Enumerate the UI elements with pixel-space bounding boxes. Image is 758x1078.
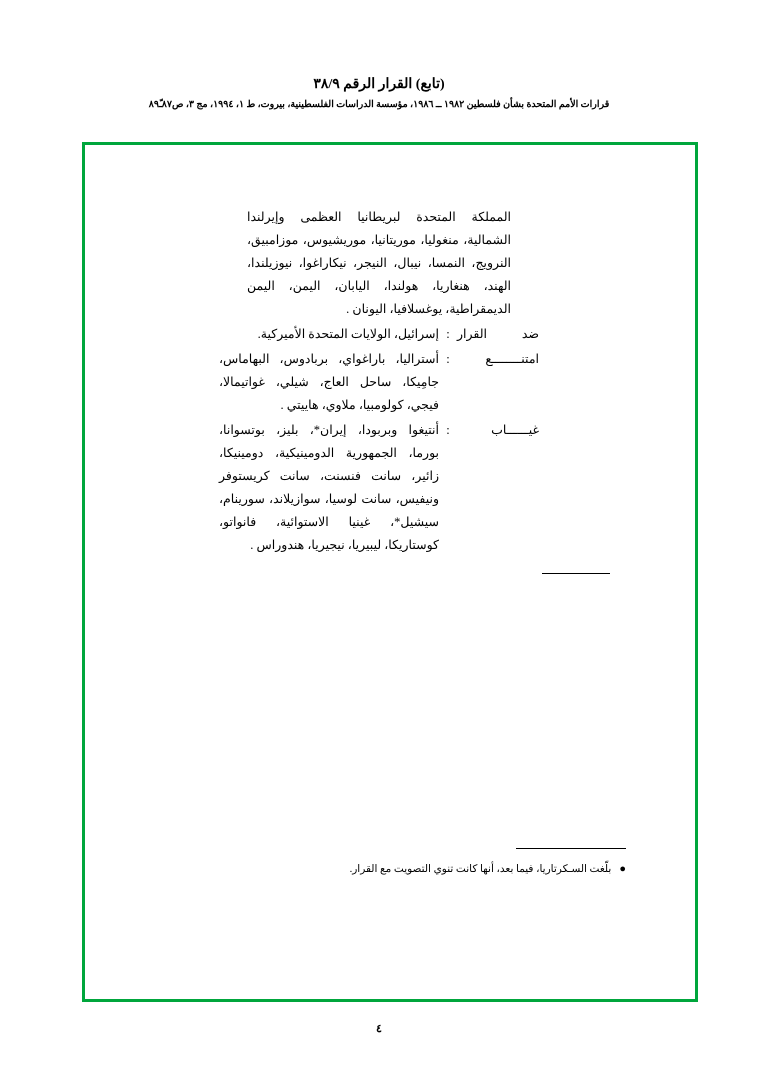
vote-results <box>219 323 539 557</box>
continued-country-list: المملكة المتحدة لبريطانيا العظمى وإيرلندا الشمالية، منغوليا، موريتانيا، موريشيوس، موزامبيق، النرويج، النمسا، نيبال، النيجر، نيكاراغوا، نيوزيلندا، الهند، هنغاريا، هولندا، اليابان، اليمن، اليمن الديمقراطية، يوغسلافيا، اليونان . <box>247 210 511 316</box>
footnote-area <box>82 848 698 875</box>
vote-label: امتنــــــــع <box>485 352 539 366</box>
footnote-text: بلّغت السـكرتاريا، فيما بعد، أنها كانت تنوي التصويت مع القرار. <box>349 864 612 875</box>
vote-country-list: إسرائيل، الولايات المتحدة الأميركية. <box>257 327 439 341</box>
vote-country-list: أنتيغوا وبربودا، إيران*، بليز، بوتسوانا، بورما، الجمهورية الدومينيكية، دومينيكا، زائير، سانت فنسنت، سانت كريستوفر ونيفيس، سانت لوسيا، سوازيلاند، سورينام، سيشيل*، غينيا الاستوائية، فانواتو، كوستاريكا، ليبيريا، نيجيريا، هندوراس . <box>219 423 439 552</box>
footnote-separator <box>516 848 626 849</box>
page-header <box>0 76 758 110</box>
vote-label: غيــــــاب <box>491 423 539 437</box>
page-title: (تابع) القرار الرقم ٣٨/٩ <box>313 77 445 92</box>
vote-country-list: أستراليا، باراغواي، بربادوس، البهاماس، جامِيكا، ساحل العاج، شيلي، غواتيمالا، فيجي، كولومبيا، ملاوي، هاييتي . <box>219 352 439 412</box>
footnote-entry <box>82 863 626 875</box>
source-citation: قرارات الأمم المتحدة بشأن فلسطين ١٩٨٢ ــ ١٩٨٦، مؤسسة الدراسات الفلسطينية، بيروت، ط ١، ١٩٩٤، مج ٣، ص٨٧ـ٨٩ّ <box>148 100 610 110</box>
vote-colon: : <box>446 352 450 366</box>
section-divider <box>542 573 610 574</box>
bullet-icon: ● <box>619 863 626 875</box>
vote-row <box>219 323 539 346</box>
vote-label: ضد القرار <box>457 327 539 341</box>
page-number: ٤ <box>376 1023 382 1035</box>
vote-row <box>219 348 539 417</box>
document-body <box>0 206 758 574</box>
vote-row <box>219 419 539 557</box>
vote-colon: : <box>446 423 450 437</box>
vote-colon: : <box>446 327 450 341</box>
